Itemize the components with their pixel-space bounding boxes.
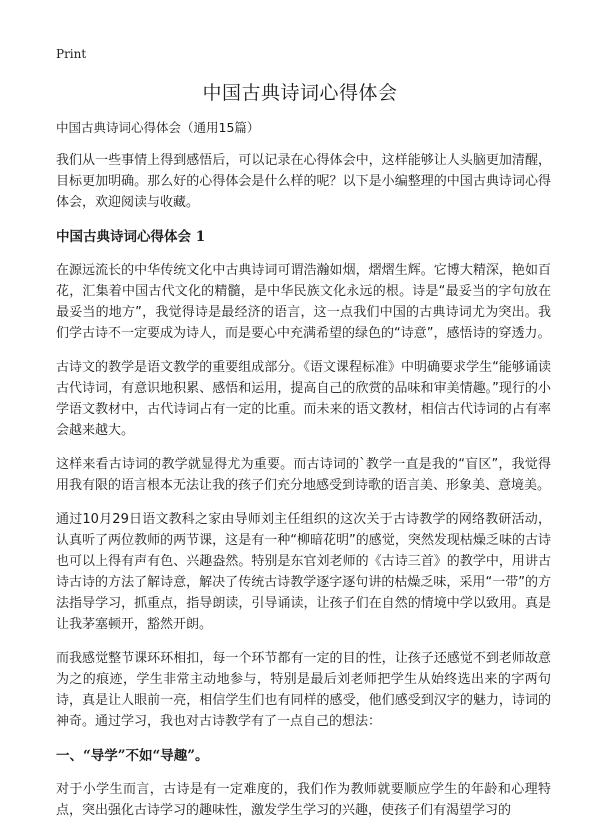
intro-paragraph: 我们从一些事情上得到感悟后，可以记录在心得体会中，这样能够让人头脑更加清醒，目标更加明确。那么好的心得体会是什么样的呢？以下是小编整理的中国古典诗词心得体会，欢迎阅读与收藏。 — [56, 153, 551, 210]
article-body — [56, 118, 551, 834]
body-paragraph: 古诗文的教学是语文教学的重要组成部分。《语文课程标准》中明确要求学生“能够诵读古代诗词，有意识地积累、感悟和运用，提高自己的欣赏的品味和审美情趣。”现行的小学语文教材中，古代诗词占有一定的比重。而未来的语文教材，相信古代诗词的占有率会越来越大。 — [56, 360, 551, 438]
body-paragraph: 对于小学生而言，古诗是有一定难度的，我们作为教师就要顺应学生的年龄和心理特点，突出强化古诗学习的趣味性，激发学生学习的兴趣，使孩子们有渴望学习的 — [56, 782, 551, 818]
page-title: 中国古典诗词心得体会 — [202, 82, 398, 104]
body-paragraph: 通过10月29日语文教科之家由导师刘主任组织的这次关于古诗教学的网络教研活动，认真听了两位教师的两节课，这是有一种“柳暗花明”的感觉，突然发现枯燥乏味的古诗也可以上得有声有色、兴趣盎然。特别是东官刘老师的《古诗三首》的教学中，用讲古诗古诗的方法了解诗意，解决了传统古诗教学逐字逐句讲的枯燥乏味，采用“一带”的方法指导学习，抓重点，指导朗读，引导诵读，让孩子们在自然的情境中学以致用。真是让我茅塞顿开，豁然开朗。 — [56, 512, 551, 632]
body-paragraph: 这样来看古诗词的教学就显得尤为重要。而古诗词的`教学一直是我的“盲区”，我觉得用我有限的语言根本无法让我的孩子们充分地感受到诗歌的语言美、形象美、意境美。 — [56, 457, 551, 493]
subsection-heading: 一、“导学”不如“导趣”。 — [56, 748, 209, 764]
body-paragraph: 而我感觉整节课环环相扣，每一个环节都有一定的目的性，让孩子还感觉不到老师故意为之的痕迹，学生非常主动地参与，特别是最后刘老师把学生从始终选出来的字两句诗，真是让人眼前一亮，相信学生们也有同样的感受，他们感受到汉字的魅力，诗词的神奇。通过学习，我也对古诗教学有了一点自己的想法： — [56, 651, 551, 729]
section-heading-1: 中国古典诗词心得体会 1 — [56, 229, 206, 245]
print-link[interactable]: Print — [56, 47, 87, 61]
article-subtitle: 中国古典诗词心得体会（通用15篇） — [56, 120, 260, 135]
body-paragraph: 在源远流长的中华传统文化中古典诗词可谓浩瀚如烟，熠熠生辉。它博大精深，艳如百花，汇集着中国古代文化的精髓，是中华民族文化永远的根。诗是“最妥当的字句放在最妥当的地方”，我觉得诗是最经济的语言，这一点我们中国的古典诗词尤为突出。我们学古诗不一定要成为诗人，而是要心中充满希望的绿色的“诗意”，感悟诗的穿透力。 — [56, 263, 551, 341]
